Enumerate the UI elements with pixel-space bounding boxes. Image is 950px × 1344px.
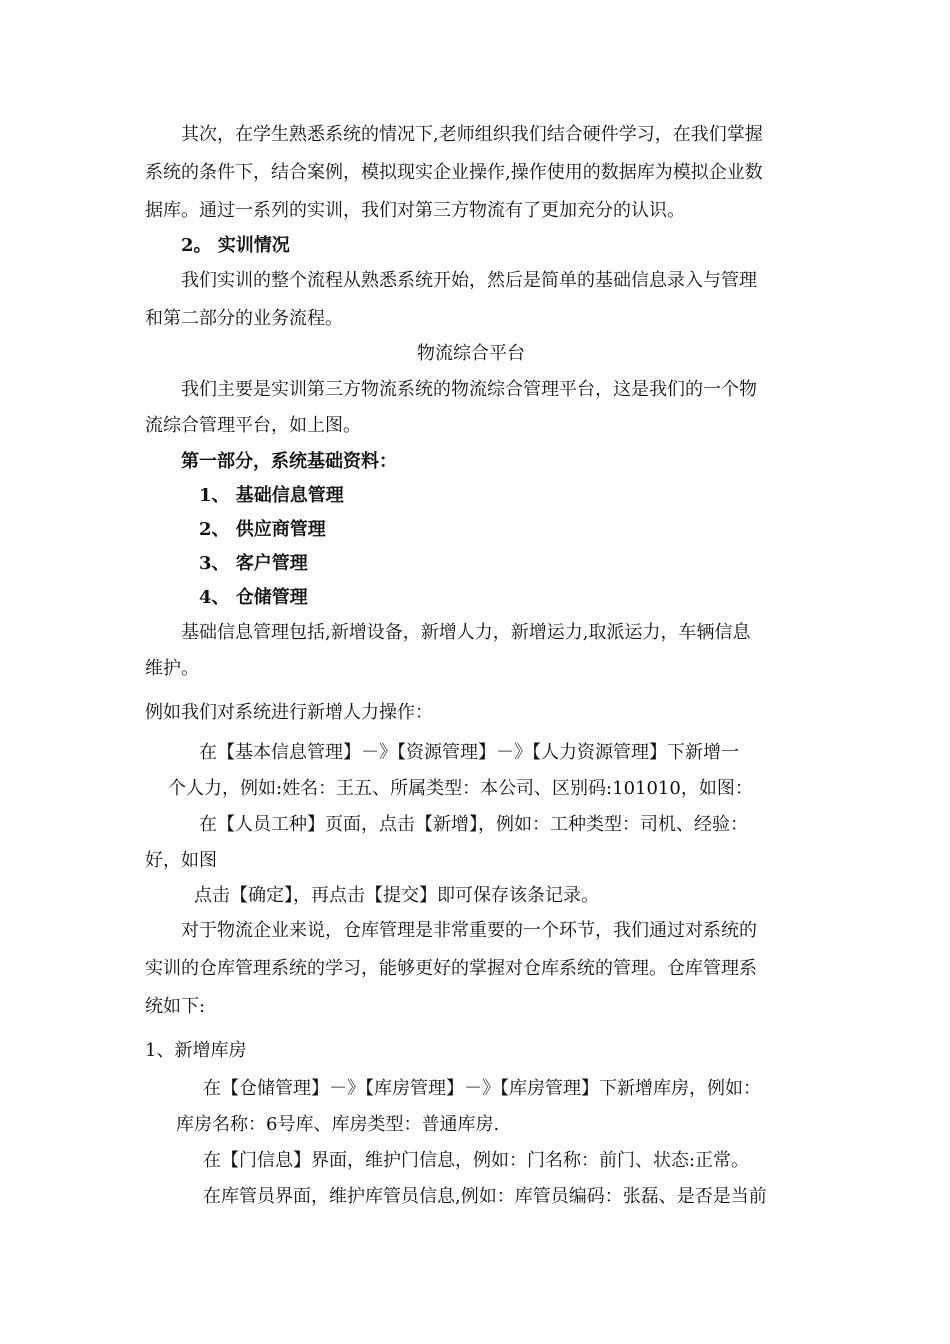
list-item: 1、 基础信息管理 bbox=[199, 485, 344, 506]
paragraph-line: 在【人员工种】页面，点击【新增】，例如：工种类型：司机、经验： bbox=[199, 814, 748, 835]
paragraph-line: 我们主要是实训第三方物流系统的物流综合管理平台，这是我们的一个物 bbox=[181, 379, 757, 400]
paragraph-line: 实训的仓库管理系统的学习，能够更好的掌握对仓库系统的管理。仓库管理系 bbox=[145, 958, 757, 979]
list-item: 3、 客户管理 bbox=[199, 553, 308, 574]
paragraph-line: 据库。通过一系列的实训，我们对第三方物流有了更加充分的认识。 bbox=[145, 200, 685, 221]
paragraph-line: 例如我们对系统进行新增人力操作： bbox=[145, 702, 433, 723]
paragraph-line: 在【仓储管理】－》【库房管理】－》【库房管理】下新增库房，例如： bbox=[203, 1078, 761, 1099]
section-heading: 第一部分，系统基础资料： bbox=[181, 451, 397, 472]
paragraph-line: 对于物流企业来说，仓库管理是非常重要的一个环节，我们通过对系统的 bbox=[181, 920, 757, 941]
figure-caption: 物流综合平台 bbox=[417, 343, 525, 364]
paragraph-line: 系统的条件下，结合案例，模拟现实企业操作,操作使用的数据库为模拟企业数 bbox=[145, 162, 763, 183]
paragraph-line: 基础信息管理包括,新增设备，新增人力，新增运力,取派运力，车辆信息 bbox=[181, 622, 751, 643]
paragraph-line: 在【门信息】界面，维护门信息，例如：门名称：前门、状态:正常。 bbox=[203, 1150, 750, 1171]
paragraph-line: 库房名称：6号库、库房类型：普通库房. bbox=[176, 1114, 500, 1135]
paragraph-line: 维护。 bbox=[145, 658, 199, 679]
list-item: 4、 仓储管理 bbox=[199, 587, 308, 608]
paragraph-line: 和第二部分的业务流程。 bbox=[145, 308, 343, 329]
paragraph-line: 在库管员界面，维护库管员信息,例如：库管员编码：张磊、是否是当前 bbox=[203, 1186, 767, 1207]
paragraph-line: 个人力，例如:姓名：王五、所属类型：本公司、区别码:101010，如图： bbox=[168, 778, 753, 799]
paragraph-line: 统如下: bbox=[145, 996, 206, 1017]
subsection-heading: 1、新增库房 bbox=[145, 1040, 247, 1061]
paragraph-line: 我们实训的整个流程从熟悉系统开始，然后是简单的基础信息录入与管理 bbox=[181, 270, 757, 291]
paragraph-line: 好，如图 bbox=[145, 850, 217, 871]
paragraph-line: 其次，在学生熟悉系统的情况下,老师组织我们结合硬件学习，在我们掌握 bbox=[181, 124, 763, 145]
paragraph-line: 流综合管理平台，如上图。 bbox=[145, 415, 361, 436]
paragraph-line: 在【基本信息管理】－》【资源管理】－》【人力资源管理】下新增一 bbox=[199, 742, 739, 763]
paragraph-line: 点击【确定】，再点击【提交】即可保存该条记录。 bbox=[194, 885, 599, 906]
section-heading: 2。 实训情况 bbox=[181, 235, 290, 256]
list-item: 2、 供应商管理 bbox=[199, 519, 326, 540]
